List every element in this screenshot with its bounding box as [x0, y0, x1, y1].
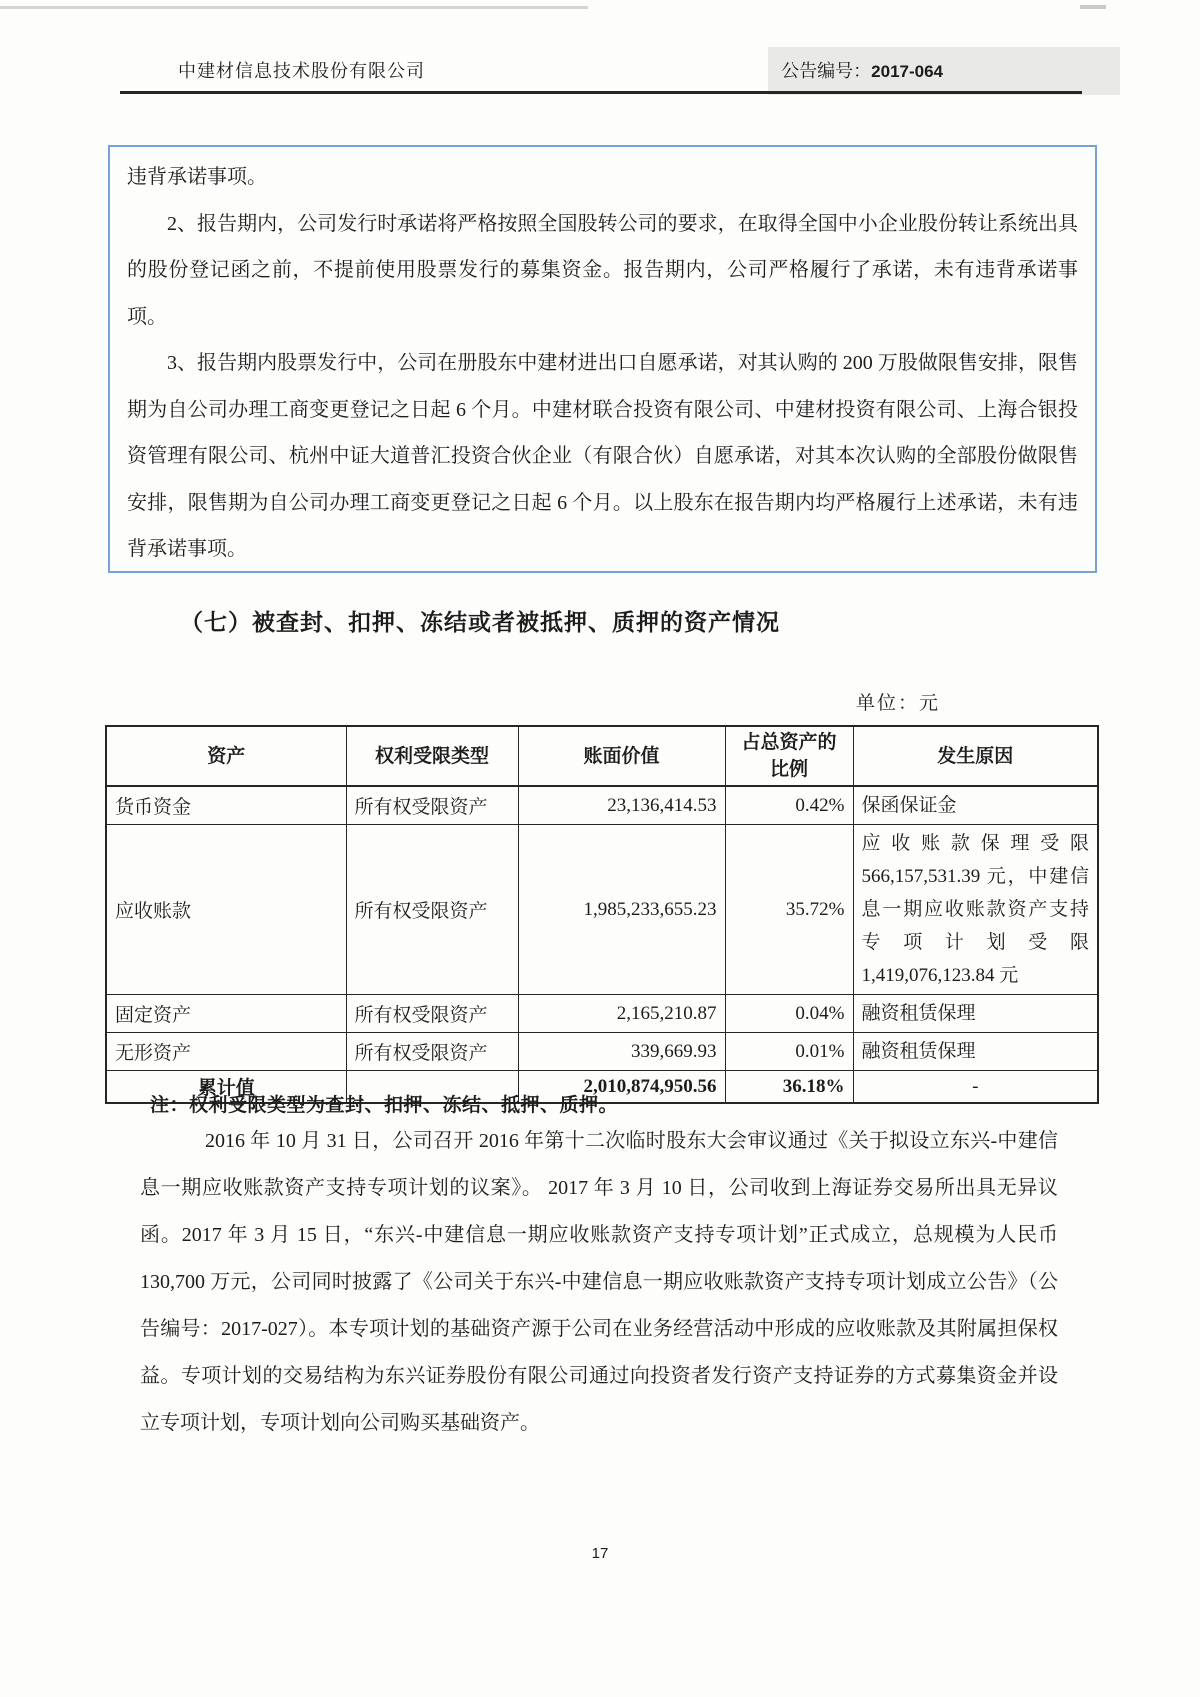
- table-row-fixed-assets: [106, 995, 1098, 1033]
- page-header: [120, 50, 1082, 94]
- cell-asset: 无形资产: [106, 1033, 346, 1071]
- announcement-label: 公告编号：: [781, 61, 872, 81]
- scan-artifact-mark: [1080, 5, 1106, 9]
- commitment-paragraph-2: 2、报告期内，公司发行时承诺将严格按照全国股转公司的要求，在取得全国中小企业股份转让系统出具的股份登记函之前，不提前使用股票发行的募集资金。报告期内，公司严格履行了承诺，未有违背承诺事项。: [127, 212, 1078, 328]
- body-paragraph: 2016 年 10 月 31 日，公司召开 2016 年第十二次临时股东大会审议通过《关于拟设立东兴-中建信息一期应收账款资产支持专项计划的议案》。 2017 年 3 月 10 日，公司收到上海证券交易所出具无异议函。2017 年 3 月 15 日，“东兴-中建信息一期应收账款资产支持专项计划”正式成立，总规模为人民币 130,700 万元，公司同时披露了《公司关于东兴-中建信息一期应收账款资产支持专项计划成立公告》（公告编号：2017-027）。本专项计划的基础资产源于公司在业务经营活动中形成的应收账款及其附属担保权益。专项计划的交易结构为东兴证券股份有限公司通过向投资者发行资产支持证券的方式募集资金并设立专项计划，专项计划向公司购买基础资产。: [140, 1130, 1058, 1434]
- cell-restriction-type: 所有权受限资产: [346, 1033, 518, 1071]
- page-number: 17: [591, 1545, 609, 1562]
- cell-reason: 应收账款保理受限 566,157,531.39 元，中建信息一期应收账款资产支持专项计划受限 1,419,076,123.84 元: [853, 825, 1098, 995]
- cell-asset: 货币资金: [106, 786, 346, 825]
- table-row-accounts-receivable: [106, 825, 1098, 995]
- cell-book-value: 1,985,233,655.23: [518, 825, 725, 995]
- announcement-number: [781, 57, 943, 83]
- cell-ratio: 0.01%: [725, 1033, 853, 1071]
- cell-book-value: 23,136,414.53: [518, 786, 725, 825]
- section-title: （七）被查封、扣押、冻结或者被抵押、质押的资产情况: [180, 609, 780, 635]
- cell-reason: 融资租赁保理: [853, 1033, 1098, 1071]
- commitment-paragraph-3: 3、报告期内股票发行中，公司在册股东中建材进出口自愿承诺，对其认购的 200 万股做限售安排，限售期为自公司办理工商变更登记之日起 6 个月。中建材联合投资有限公司、中建材投资有限公司、上海合银投资管理有限公司、杭州中证大道普汇投资合伙企业（有限合伙）自愿承诺，对其本次认购的全部股份做限售安排，限售期为自公司办理工商变更登记之日起 6 个月。以上股东在报告期内均严格履行上述承诺，未有违背承诺事项。: [127, 352, 1078, 560]
- cell-restriction-type: 所有权受限资产: [346, 786, 518, 825]
- cell-total-reason: -: [853, 1071, 1098, 1104]
- cell-book-value: 2,165,210.87: [518, 995, 725, 1033]
- restricted-assets-table: [105, 725, 1099, 1104]
- cell-asset: 应收账款: [106, 825, 346, 995]
- cell-ratio: 0.42%: [725, 786, 853, 825]
- cell-ratio: 35.72%: [725, 825, 853, 995]
- table-row-intangible-assets: [106, 1033, 1098, 1071]
- col-header-reason: 发生原因: [853, 726, 1098, 786]
- col-header-ratio: 占总资产的比例: [725, 726, 853, 786]
- col-header-book-value: 账面价值: [518, 726, 725, 786]
- announcement-value: 2017-064: [871, 62, 943, 81]
- unit-label: 单位：元: [856, 693, 941, 714]
- company-name: 中建材信息技术股份有限公司: [178, 61, 425, 81]
- cell-total-book-value: 2,010,874,950.56: [518, 1071, 725, 1104]
- commitment-carryover-line: 违背承诺事项。: [127, 166, 267, 188]
- cell-restriction-type: 所有权受限资产: [346, 825, 518, 995]
- table-note: 注：权利受限类型为查封、扣押、冻结、抵押、质押。: [150, 1095, 619, 1116]
- cell-total-label: 累计值: [106, 1071, 346, 1104]
- scan-artifact-line: [0, 6, 588, 9]
- col-header-restriction-type: 权利受限类型: [346, 726, 518, 786]
- table-header-row: [106, 726, 1098, 786]
- cell-total-ratio: 36.18%: [725, 1071, 853, 1104]
- cell-asset: 固定资产: [106, 995, 346, 1033]
- commitment-text-box: [108, 145, 1097, 573]
- table-row-monetary-funds: [106, 786, 1098, 825]
- cell-restriction-type: 所有权受限资产: [346, 995, 518, 1033]
- cell-ratio: 0.04%: [725, 995, 853, 1033]
- col-header-asset: 资产: [106, 726, 346, 786]
- cell-reason: 融资租赁保理: [853, 995, 1098, 1033]
- cell-reason: 保函保证金: [853, 786, 1098, 825]
- cell-book-value: 339,669.93: [518, 1033, 725, 1071]
